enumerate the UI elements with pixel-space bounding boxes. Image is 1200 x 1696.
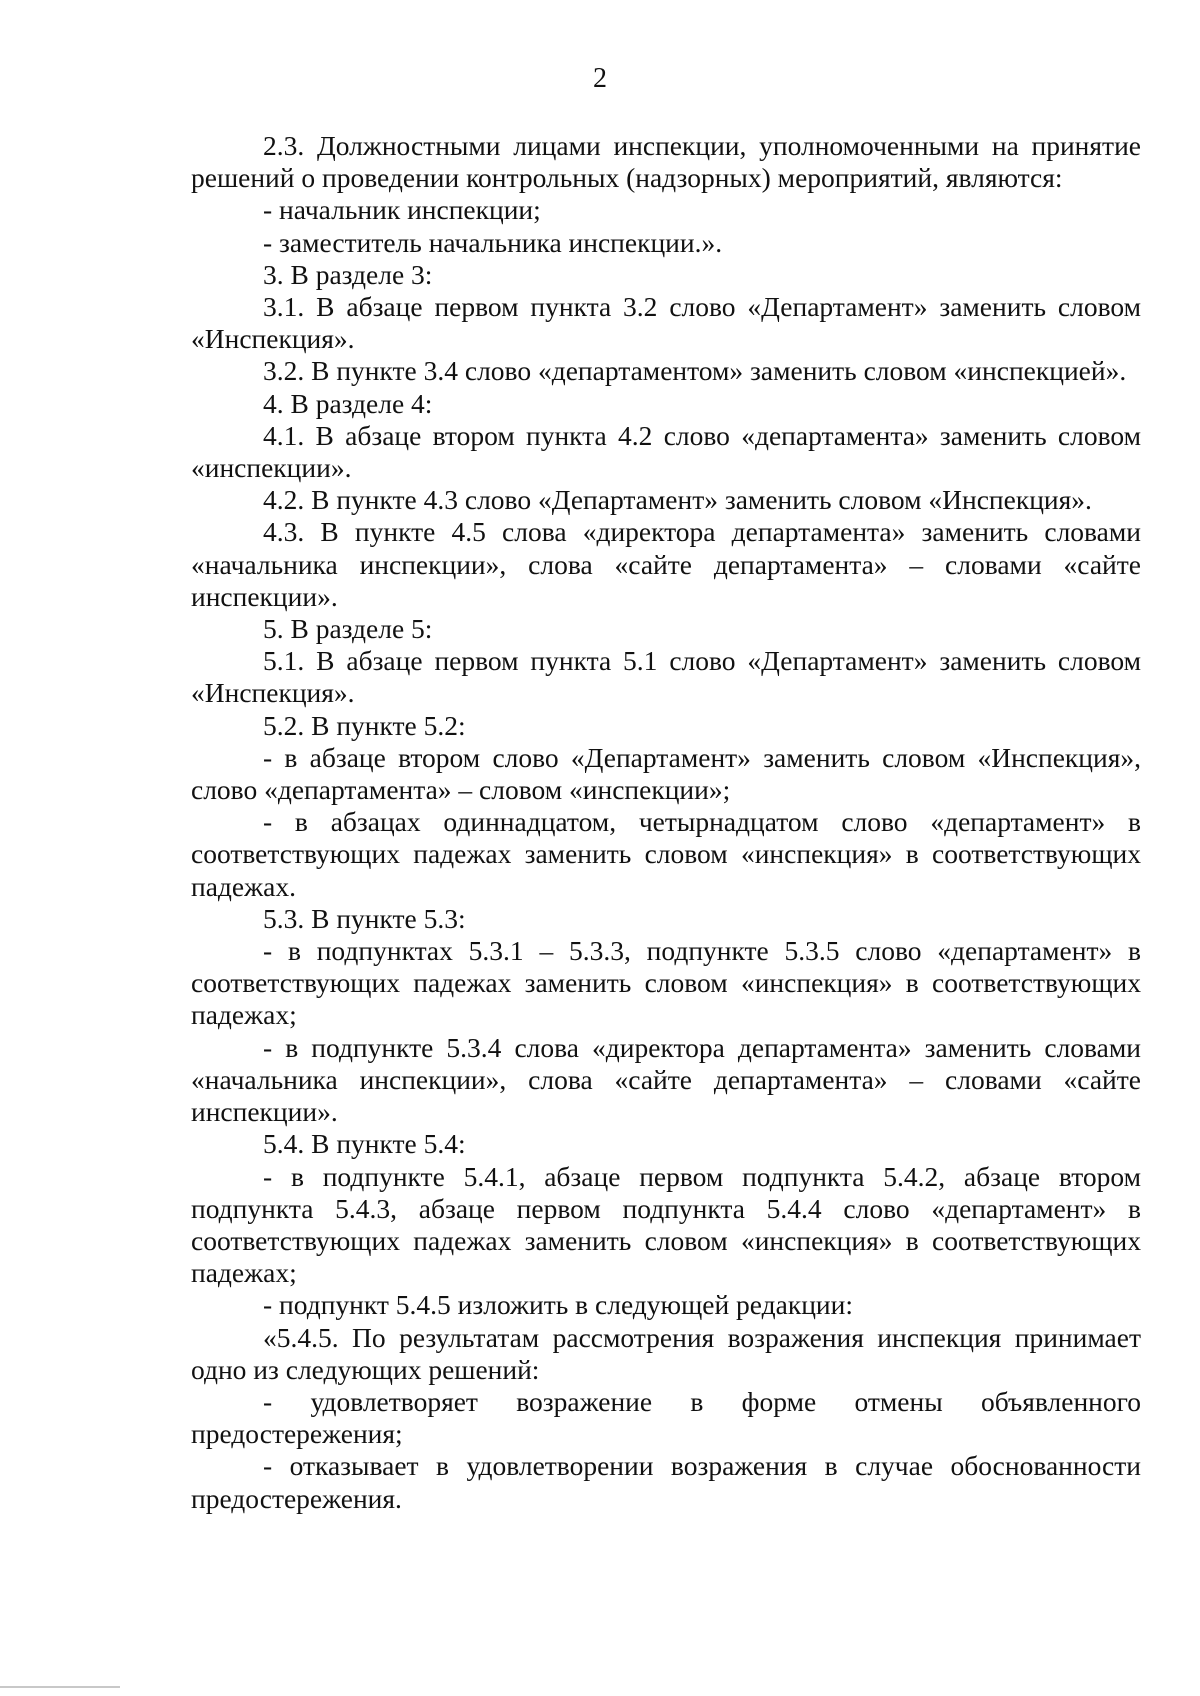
paragraph: 5.2. В пункте 5.2: — [263, 709, 466, 741]
document-body — [191, 130, 1141, 1515]
page-number: 2 — [593, 63, 607, 94]
paragraph: - удовлетворяет возражение в форме отмены объявленного предостережения; — [191, 1385, 1141, 1450]
paragraph: - в абзацах одиннадцатом, четырнадцатом слово «департамент» в соответствующих падежах заменить словом «инспекция» в соответствующих падежах. — [191, 806, 1141, 902]
paragraph: «5.4.5. По результатам рассмотрения возражения инспекция принимает одно из следующих решений: — [191, 1321, 1141, 1385]
paragraph: 3.1. В абзаце первом пункта 3.2 слово «Департамент» заменить словом «Инспекция». — [191, 291, 1141, 355]
paragraph: - в подпункте 5.4.1, абзаце первом подпункта 5.4.2, абзаце втором подпункта 5.4.3, абзаце первом подпункта 5.4.4 слово «департамент» в соответствующих падежах заменить словом «инспекция» в соответствующих падежах; — [191, 1160, 1141, 1289]
paragraph: - подпункт 5.4.5 изложить в следующей редакции: — [263, 1289, 854, 1321]
paragraph: 4. В разделе 4: — [263, 387, 433, 419]
paragraph: 4.3. В пункте 4.5 слова «директора департамента» заменить словами «начальника инспекции», слова «сайте департамента» – словами «сайте инспекции». — [191, 516, 1141, 612]
paragraph: 5.1. В абзаце первом пункта 5.1 слово «Департамент» заменить словом «Инспекция». — [191, 645, 1141, 709]
paragraph: 3.2. В пункте 3.4 слово «департаментом» заменить словом «инспекцией». — [263, 355, 1127, 387]
paragraph: - в подпункте 5.3.4 слова «директора департамента» заменить словами «начальника инспекции», слова «сайте департамента» – словами «сайте инспекции». — [191, 1031, 1141, 1128]
paragraph: 3. В разделе 3: — [263, 258, 433, 290]
paragraph: 4.1. В абзаце втором пункта 4.2 слово «департамента» заменить словом «инспекции». — [191, 419, 1141, 484]
paragraph: - начальник инспекции; — [263, 194, 541, 226]
paragraph: - в абзаце втором слово «Департамент» заменить словом «Инспекция», слово «департамента» – словом «инспекции»; — [191, 741, 1141, 806]
paragraph: 5.4. В пункте 5.4: — [263, 1128, 466, 1160]
paragraph: 5.3. В пункте 5.3: — [263, 902, 466, 934]
scan-edge-mark — [0, 1686, 120, 1688]
paragraph: 2.3. Должностными лицами инспекции, уполномоченными на принятие решений о проведении контрольных (надзорных) мероприятий, являются: — [191, 130, 1141, 194]
paragraph: - отказывает в удовлетворении возражения в случае обоснованности предостережения. — [191, 1450, 1141, 1514]
paragraph: - в подпунктах 5.3.1 – 5.3.3, подпункте 5.3.5 слово «департамент» в соответствующих падежах заменить словом «инспекция» в соответствующих падежах; — [191, 935, 1141, 1031]
paragraph: - заместитель начальника инспекции.». — [263, 226, 723, 258]
paragraph: 5. В разделе 5: — [263, 613, 433, 645]
paragraph: 4.2. В пункте 4.3 слово «Департамент» заменить словом «Инспекция». — [263, 484, 1092, 516]
